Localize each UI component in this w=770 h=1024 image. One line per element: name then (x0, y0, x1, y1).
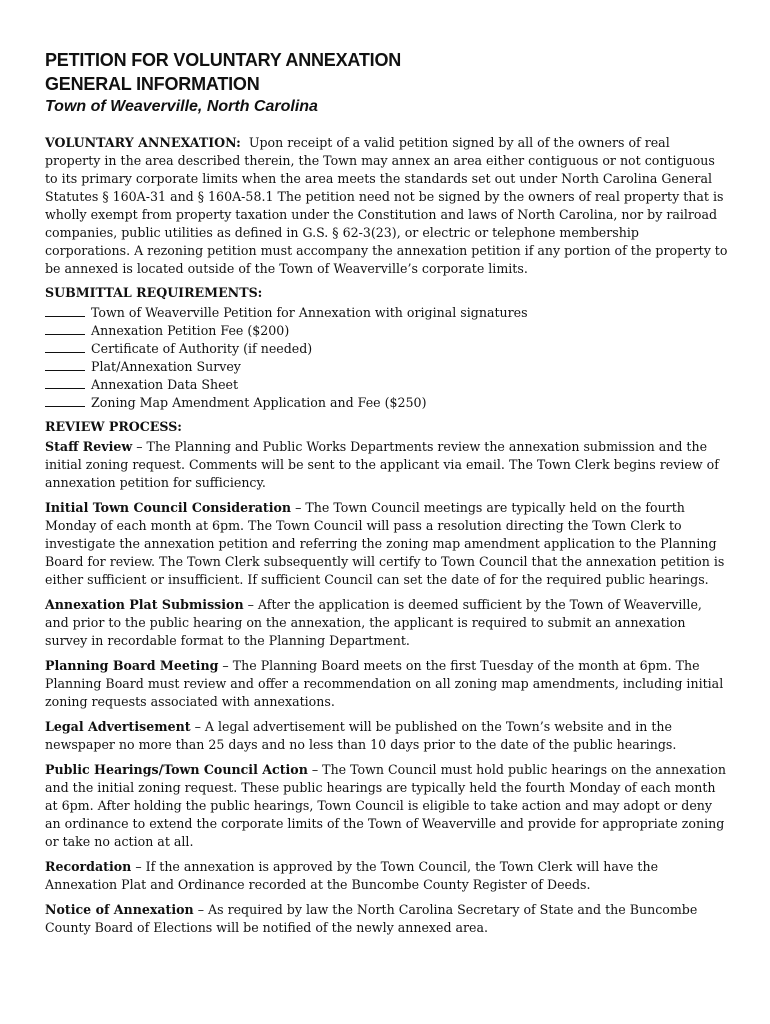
list-item (45, 340, 728, 358)
step-title: Initial Town Council Consideration (45, 500, 292, 515)
submittal-heading: SUBMITTAL REQUIREMENTS: (45, 285, 263, 300)
list-item-label: Zoning Map Amendment Application and Fee ($250) (91, 395, 427, 410)
list-item (45, 394, 728, 412)
title-line-1: PETITION FOR VOLUNTARY ANNEXATION (45, 50, 402, 70)
list-item (45, 358, 728, 376)
intro-label: VOLUNTARY ANNEXATION: (45, 135, 241, 150)
subtitle: Town of Weaverville, North Carolina (45, 98, 318, 115)
checkbox-blank (45, 340, 85, 353)
checkbox-blank (45, 322, 85, 335)
list-item (45, 322, 728, 340)
step-text: – The Planning Board meets on the first Tuesday of the month at 6pm. The Planning Board must review and offer a recommendation on all zoning map amendments, including initial zoning requests associated with annexations. (45, 658, 724, 709)
step-title: Public Hearings/Town Council Action (45, 762, 308, 777)
step-text: – As required by law the North Carolina Secretary of State and the Buncombe County Board of Elections will be notified of the newly annexed area. (45, 902, 698, 935)
checkbox-blank (45, 304, 85, 317)
step-title: Recordation (45, 859, 132, 874)
step-text: – The Town Council meetings are typically held on the fourth Monday of each month at 6pm. The Town Council will pass a resolution directing the Town Clerk to investigate the annexation petition and referring the zoning map amendment application to the Planning Board for review. The Town Clerk subsequently will certify to Town Council that the annexation petition is either sufficient or insufficient. If sufficient Council can set the date of for the required public hearings. (45, 500, 725, 587)
step-title: Staff Review (45, 439, 133, 454)
review-step-legal-advertisement (45, 718, 728, 754)
step-title: Notice of Annexation (45, 902, 194, 917)
checkbox-blank (45, 376, 85, 389)
review-step-initial-council (45, 499, 728, 589)
review-heading: REVIEW PROCESS: (45, 419, 182, 434)
list-item-label: Annexation Petition Fee ($200) (91, 323, 290, 338)
list-item (45, 376, 728, 394)
step-text: – If the annexation is approved by the Town Council, the Town Clerk will have the Annexation Plat and Ordinance recorded at the Buncombe County Register of Deeds. (45, 859, 659, 892)
intro-text: Upon receipt of a valid petition signed by all of the owners of real property in the area described therein, the Town may annex an area either contiguous or not contiguous to its primary corporate limits when the area meets the standards set out under North Carolina General Statutes § 160A-31 and § 160A-58.1 The petition need not be signed by the owners of real property that is wholly exempt from property taxation under the Constitution and laws of North Carolina, nor by railroad companies, public utilities as defined in G.S. § 62-3(23), or electric or telephone membership corporations. A rezoning petition must accompany the annexation petition if any portion of the property to be annexed is located outside of the Town of Weaverville’s corporate limits. (45, 135, 728, 276)
review-step-staff-review (45, 438, 728, 492)
submittal-list (45, 304, 728, 412)
intro-paragraph (45, 134, 728, 278)
review-step-notice (45, 901, 728, 937)
list-item-label: Town of Weaverville Petition for Annexation with original signatures (91, 305, 528, 320)
step-title: Legal Advertisement (45, 719, 191, 734)
review-step-public-hearings (45, 761, 728, 851)
title-line-2: GENERAL INFORMATION (45, 74, 260, 94)
review-step-recordation (45, 858, 728, 894)
checkbox-blank (45, 358, 85, 371)
list-item-label: Annexation Data Sheet (91, 377, 239, 392)
step-text: – The Planning and Public Works Departments review the annexation submission and the initial zoning request. Comments will be sent to the applicant via email. The Town Clerk begins review of annexation petition for sufficiency. (45, 439, 719, 490)
step-text: – A legal advertisement will be published on the Town’s website and in the newspaper no more than 25 days and no less than 10 days prior to the date of the public hearings. (45, 719, 677, 752)
review-step-planning-board (45, 657, 728, 711)
step-title: Annexation Plat Submission (45, 597, 244, 612)
review-step-plat-submission (45, 596, 728, 650)
list-item-label: Plat/Annexation Survey (91, 359, 241, 374)
list-item (45, 304, 728, 322)
list-item-label: Certificate of Authority (if needed) (91, 341, 313, 356)
step-title: Planning Board Meeting (45, 658, 219, 673)
step-text: – After the application is deemed sufficient by the Town of Weaverville, and prior to the public hearing on the annexation, the applicant is required to submit an annexation survey in recordable format to the Planning Department. (45, 597, 702, 648)
checkbox-blank (45, 394, 85, 407)
step-text: – The Town Council must hold public hearings on the annexation and the initial zoning request. These public hearings are typically held the fourth Monday of each month at 6pm. After holding the public hearings, Town Council is eligible to take action and may adopt or deny an ordinance to extend the corporate limits of the Town of Weaverville and provide for appropriate zoning or take no action at all. (45, 762, 726, 849)
